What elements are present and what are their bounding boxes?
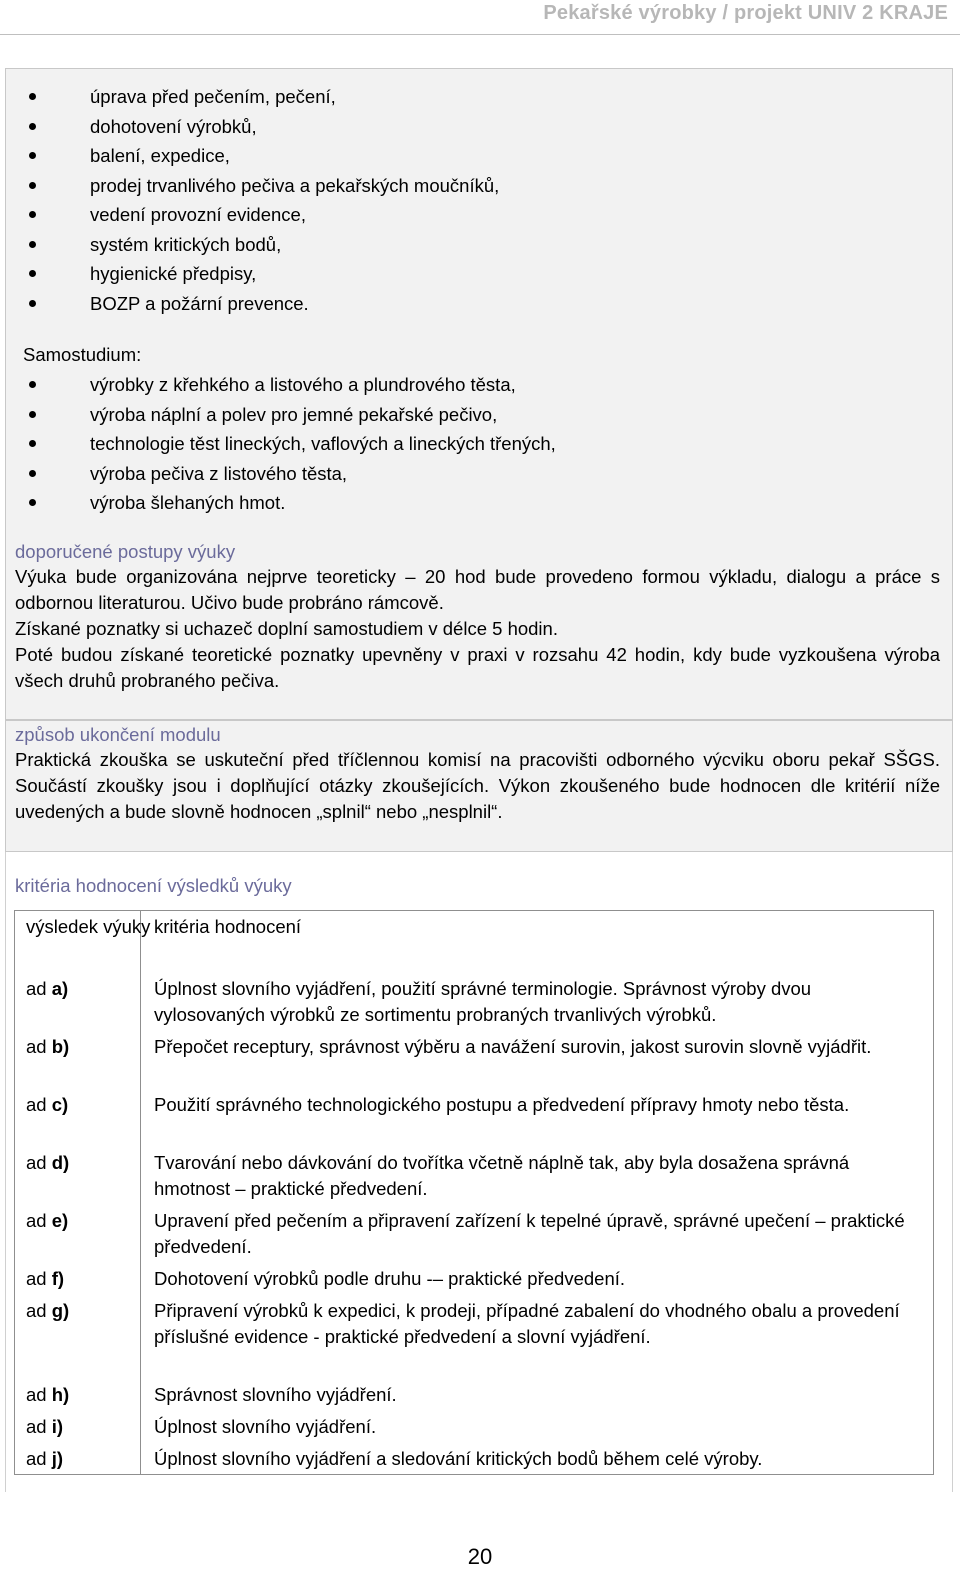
result-letter: j)	[51, 1448, 64, 1469]
ad-label: ad	[26, 1300, 47, 1321]
list-item-text: úprava před pečením, pečení,	[90, 86, 336, 107]
result-cell	[14, 1264, 154, 1296]
completion-section	[15, 723, 940, 825]
bullet-icon	[29, 470, 36, 477]
bullet-icon	[29, 499, 36, 506]
teaching-methods-section	[15, 540, 940, 694]
bullet-icon	[29, 182, 36, 189]
table-row	[14, 1206, 934, 1264]
margin-rule	[5, 852, 6, 1492]
table-row	[14, 1090, 934, 1148]
criteria-cell: Upravení před pečením a připravení zařízení k tepelné úpravě, správné upečení – praktické předvedení.	[154, 1210, 905, 1257]
ad-label: ad	[26, 1036, 47, 1057]
list-item	[6, 82, 952, 112]
result-cell	[14, 1090, 154, 1148]
content-box-completion	[5, 720, 953, 852]
paragraph: Praktická zkouška se uskuteční před tříčlennou komisí na pracovišti odborného výcviku oboru pekař SŠGS. Součástí zkoušky jsou i doplňující otázky zkoušejících. Výkon zkoušeného bude hodnocen dle kritérií níže uvedených a bude slovně hodnocen „splnil“ nebo „nesplnil“.	[15, 749, 940, 822]
list-item-text: výroba náplní a polev pro jemné pekařské pečivo,	[90, 403, 498, 425]
list-item-text: výroba pečiva z listového těsta,	[90, 462, 348, 484]
table-row	[14, 1148, 934, 1206]
result-letter: e)	[51, 1210, 69, 1231]
list-item-text: BOZP a požární prevence.	[90, 292, 309, 314]
self-study-list	[6, 370, 952, 518]
bullet-icon	[29, 123, 36, 130]
criteria-table	[14, 910, 934, 1476]
list-item	[6, 230, 952, 260]
result-letter: f)	[51, 1268, 65, 1289]
list-item	[6, 459, 952, 489]
paragraph: Získané poznatky si uchazeč doplní samostudiem v délce 5 hodin.	[15, 618, 558, 639]
criteria-cell: Úplnost slovního vyjádření a sledování kritických bodů během celé výroby.	[154, 1448, 763, 1469]
result-cell	[14, 1148, 154, 1206]
list-item	[6, 488, 952, 518]
result-cell	[14, 1444, 154, 1476]
ad-label: ad	[26, 1384, 47, 1405]
self-study-label: Samostudium:	[23, 344, 142, 365]
bullet-icon	[29, 152, 36, 159]
bullet-icon	[29, 381, 36, 388]
paragraph: Výuka bude organizována nejprve teoreticky – 20 hod bude provedeno formou výkladu, dialogu a práce s odbornou literaturou. Učivo bude probráno rámcově.	[15, 566, 940, 613]
result-cell	[14, 974, 154, 1032]
list-item-text: vedení provozní evidence,	[90, 204, 306, 225]
bullet-icon	[29, 270, 36, 277]
list-item-text: hygienické předpisy,	[90, 263, 257, 284]
result-letter: d)	[51, 1152, 70, 1173]
list-item	[6, 112, 952, 142]
result-letter: c)	[51, 1094, 69, 1115]
ad-label: ad	[26, 1416, 47, 1437]
list-item	[6, 289, 952, 319]
table-row	[14, 974, 934, 1032]
ad-label: ad	[26, 1210, 47, 1231]
criteria-cell: Úplnost slovního vyjádření, použití správné terminologie. Správnost výroby dvou vylosovaných výrobků ze sortimentu probraných trvanlivých výrobků.	[154, 978, 812, 1025]
criteria-cell: Úplnost slovního vyjádření.	[154, 1416, 377, 1437]
result-letter: a)	[51, 978, 69, 999]
result-letter: b)	[51, 1036, 70, 1057]
result-letter: g)	[51, 1300, 70, 1321]
list-item-text: systém kritických bodů,	[90, 233, 282, 255]
list-item-text: balení, expedice,	[90, 145, 230, 166]
result-cell	[14, 1296, 154, 1380]
result-letter: i)	[51, 1416, 64, 1437]
header-cell: výsledek výuky	[26, 916, 151, 937]
list-item	[6, 400, 952, 430]
ad-label: ad	[26, 1152, 47, 1173]
criteria-title: kritéria hodnocení výsledků výuky	[15, 875, 292, 896]
table-row	[14, 1444, 934, 1476]
criteria-cell: Připravení výrobků k expedici, k prodeji, případné zabalení do vhodného obalu a provedení příslušné evidence - praktické předvedení a slovní vyjádření.	[154, 1300, 900, 1347]
list-item	[6, 171, 952, 201]
list-item	[6, 259, 952, 289]
list-item-text: výroba šlehaných hmot.	[90, 492, 286, 513]
list-item-text: technologie těst lineckých, vaflových a lineckých třených,	[90, 433, 556, 454]
section-title: doporučené postupy výuky	[15, 541, 236, 562]
page-number: 20	[467, 1544, 493, 1569]
bullet-icon	[29, 211, 36, 218]
table-row	[14, 1296, 934, 1380]
criteria-cell: Správnost slovního vyjádření.	[154, 1384, 397, 1405]
paragraph: Poté budou získané teoretické poznatky upevněny v praxi v rozsahu 42 hodin, kdy bude vyzkoušena výroba všech druhů probraného pečiva.	[15, 644, 940, 691]
bullet-icon	[29, 440, 36, 447]
ad-label: ad	[26, 1094, 47, 1115]
list-item	[6, 429, 952, 459]
list-item	[6, 370, 952, 400]
bullet-icon	[29, 411, 36, 418]
criteria-cell: Přepočet receptury, správnost výběru a navážení surovin, jakost surovin slovně vyjádřit.	[154, 1036, 872, 1057]
ad-label: ad	[26, 1448, 47, 1469]
table-row	[14, 1032, 934, 1090]
header-cell: kritéria hodnocení	[154, 916, 302, 937]
topics-list	[6, 82, 952, 318]
list-item-text: dohotovení výrobků,	[90, 115, 257, 137]
list-item	[6, 200, 952, 230]
bullet-icon	[29, 93, 36, 100]
table-row	[14, 1412, 934, 1444]
result-cell	[14, 1032, 154, 1090]
result-cell	[14, 1206, 154, 1264]
result-cell	[14, 1380, 154, 1412]
list-item-text: prodej trvanlivého pečiva a pekařských moučníků,	[90, 174, 500, 196]
section-title: způsob ukončení modulu	[15, 724, 221, 745]
criteria-cell: Tvarování nebo dávkování do tvořítka včetně náplně tak, aby byla dosažena správná hmotnost – praktické předvedení.	[154, 1152, 850, 1199]
list-item-text: výrobky z křehkého a listového a plundrového těsta,	[90, 374, 516, 395]
table-row	[14, 1380, 934, 1412]
header-divider	[0, 34, 960, 35]
bullet-icon	[29, 300, 36, 307]
bullet-icon	[29, 241, 36, 248]
table-row	[14, 1264, 934, 1296]
ad-label: ad	[26, 1268, 47, 1289]
criteria-cell: Použití správného technologického postupu a předvedení přípravy hmoty nebo těsta.	[154, 1094, 850, 1115]
list-item	[6, 141, 952, 171]
ad-label: ad	[26, 978, 47, 999]
running-header: Pekařské výrobky / projekt UNIV 2 KRAJE	[543, 2, 948, 24]
result-letter: h)	[51, 1384, 70, 1405]
content-box-learning	[5, 68, 953, 720]
margin-rule	[952, 852, 953, 1492]
criteria-cell: Dohotovení výrobků podle druhu -– praktické předvedení.	[154, 1268, 626, 1289]
result-cell	[14, 1412, 154, 1444]
table-header-row	[14, 910, 934, 974]
